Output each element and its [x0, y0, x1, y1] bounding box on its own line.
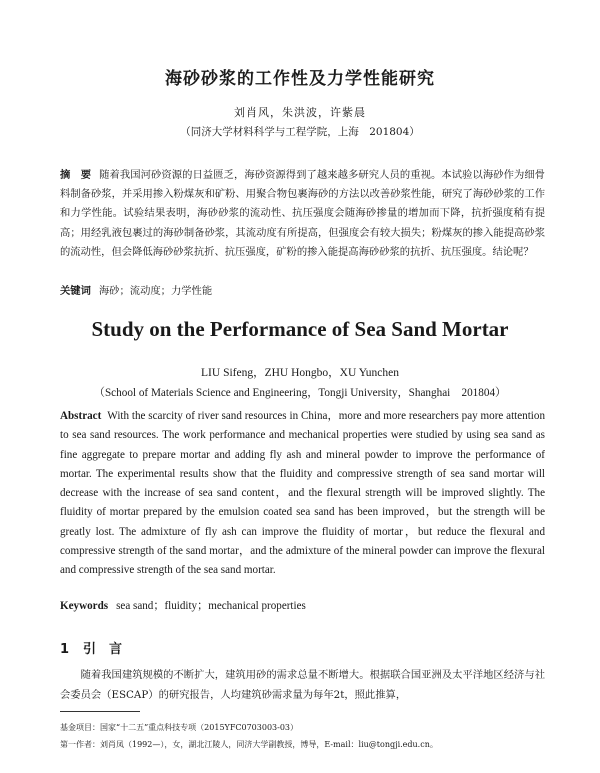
english-abstract-text: With the scarcity of river sand resources in China，more and more researchers pay more attention to sea sand resources. The work performance and mechanical properties were studied by using sea sand as fine aggregate to prepare mortar and adding fly ash and mineral powder to improve the performance of mortar. The experimental results show that the fluidity and compressive strength of sea sand mortar will decrease with the increase of sea sand content，and the flexural strength will be improved slightly. The fluidity of mortar prepared by the emulsion coated sea sand has been improved，but the strength will be greatly lost. The admixture of fly ash can improve the fluidity of mortar，but reduce the flexural and compressive strength of the sand mortar，and the admixture of the mineral powder can improve the flexural and compressive strength of the sea sand mortar.	[60, 410, 545, 577]
chinese-title: 海砂砂浆的工作性及力学性能研究	[165, 69, 435, 89]
english-abstract-label: Abstract	[60, 410, 102, 422]
section-number: 1	[60, 642, 70, 657]
chinese-keywords-label: 关键词	[60, 285, 91, 297]
english-abstract	[60, 407, 545, 581]
introduction-paragraph: 随着我国建筑规模的不断扩大，建筑用砂的需求总量不断增大。根据联合国亚洲及太平洋地区经济与社会委员会（ESCAP）的研究报告，人均建筑砂需求量为每年2t，照此推算，	[60, 669, 545, 701]
footnote-author: 第一作者：刘肖凤（1992—），女，湖北江陵人，同济大学副教授，博导，E-mail：liu@tongji.edu.cn。	[60, 740, 438, 749]
english-title: Study on the Performance of Sea Sand Mortar	[91, 317, 509, 341]
footnote-divider	[60, 711, 140, 712]
chinese-abstract-label: 摘 要	[60, 169, 92, 181]
english-keywords-label: Keywords	[60, 600, 109, 612]
english-keywords-text: sea sand；fluidity；mechanical properties	[116, 600, 306, 612]
chinese-keywords-text: 海砂；流动度；力学性能	[98, 285, 213, 297]
chinese-authors: 刘肖风，朱洪波，许紫晨	[234, 106, 366, 119]
english-keywords	[60, 597, 545, 615]
chinese-keywords	[60, 282, 545, 301]
english-affiliation: （School of Materials Science and Engineering，Tongji University，Shanghai 201804）	[93, 387, 507, 399]
footnote-funding: 基金项目：国家“十二五”重点科技专项（2015YFC0703003-03）	[60, 723, 299, 732]
chinese-abstract-text: 随着我国河砂资源的日益匮乏，海砂资源得到了越来越多研究人员的重视。本试验以海砂作为细骨料制备砂浆，并采用掺入粉煤灰和矿粉、用聚合物包裹海砂的方法以改善砂浆性能，研究了海砂砂浆的工作和力学性能。试验结果表明，海砂砂浆的流动性、抗压强度会随海砂掺量的增加而下降，抗折强度稍有提高；用经乳液包裹过的海砂制备砂浆，其流动度有所提高，但强度会有较大损失；粉煤灰的掺入能提高砂浆的流动性，但会降低海砂砂浆抗折、抗压强度，矿粉的掺入能提高海砂砂浆的抗折、抗压强度。结论呢？	[60, 169, 546, 258]
section-title: 引 言	[83, 642, 123, 657]
chinese-abstract	[60, 166, 545, 262]
english-authors: LIU Sifeng，ZHU Hongbo，XU Yunchen	[201, 367, 399, 379]
chinese-affiliation: （同济大学材料科学与工程学院，上海 201804）	[180, 126, 420, 138]
section-heading-introduction	[60, 638, 122, 657]
